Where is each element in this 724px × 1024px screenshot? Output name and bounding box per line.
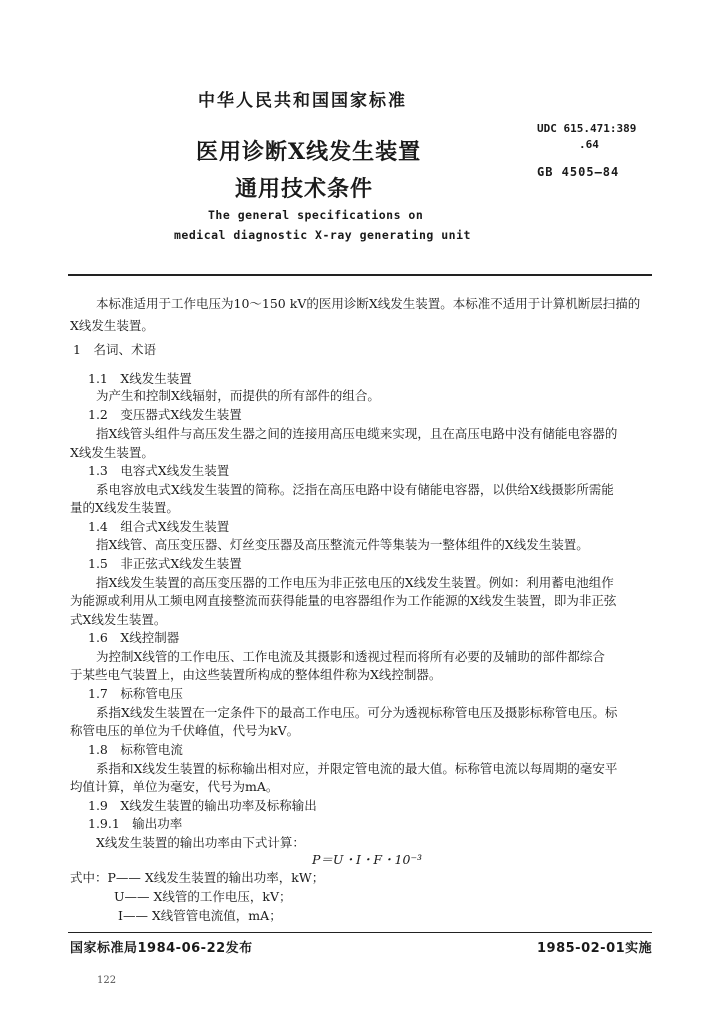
text-line: 1.9 X线发生装置的输出功率及标称输出 — [88, 798, 317, 813]
text-line: 1.9.1 输出功率 — [88, 816, 183, 831]
text-line: 为产生和控制X线辐射，而提供的所有部件的组合。 — [96, 388, 380, 403]
text-line: 1.7 标称管电压 — [88, 686, 183, 701]
text-line: 1 名词、术语 — [73, 342, 156, 357]
text-line: 为能源或利用从工频电网直接整流而获得能量的电容器组作为工作能源的X线发生装置，即为非正弦 — [70, 593, 617, 608]
text-line: 1.1 X线发生装置 — [88, 371, 192, 386]
text-line: 1.2 变压器式X线发生装置 — [88, 407, 242, 422]
title-line-2: 通用技术条件 — [235, 176, 374, 202]
text-line: 均值计算，单位为毫安，代号为mA。 — [70, 779, 279, 794]
text-line: 式X线发生装置。 — [70, 612, 167, 627]
text-line: 1.5 非正弦式X线发生装置 — [88, 556, 242, 571]
text-line: X线发生装置。 — [70, 318, 154, 333]
english-title-line-2: medical diagnostic X-ray generating unit — [174, 228, 471, 242]
text-line: 系电容放电式X线发生装置的简称。泛指在高压电路中设有储能电容器，以供给X线摄影所需能 — [96, 482, 614, 497]
text-line: X线发生装置的输出功率由下式计算： — [96, 835, 305, 850]
text-line: 于某些电气装置上，由这些装置所构成的整体组件称为X线控制器。 — [70, 667, 442, 682]
text-line: X线发生装置。 — [70, 445, 154, 460]
text-line: 1.4 组合式X线发生装置 — [88, 519, 230, 534]
text-line: 指X线管、高压变压器、灯丝变压器及高压整流元件等集装为一整体组件的X线发生装置。 — [96, 537, 589, 552]
text-line: 1.3 电容式X线发生装置 — [88, 463, 230, 478]
text-line: 式中：P—— X线发生装置的输出功率，kW； — [70, 870, 325, 885]
issuing-organization: 中华人民共和国国家标准 — [198, 91, 407, 111]
gb-standard-number: GB 4505—84 — [537, 165, 620, 179]
text-line: 1.8 标称管电流 — [88, 742, 183, 757]
title-line-1: 医用诊断X线发生装置 — [196, 139, 422, 165]
text-line: 指X线管头组件与高压发生器之间的连接用高压电缆来实现，且在高压电路中没有储能电容器的 — [96, 426, 618, 441]
text-line: 本标准适用于工作电压为10～150 kV的医用诊断X线发生装置。本标准不适用于计算机断层扫描的 — [96, 296, 641, 311]
udc-code-line-2: .64 — [579, 138, 599, 151]
text-line: 指X线发生装置的高压变压器的工作电压为非正弦电压的X线发生装置。例如：利用蓄电池组作 — [96, 575, 614, 590]
english-title-line-1: The general specifications on — [208, 208, 424, 222]
page-number: 122 — [97, 975, 117, 986]
text-line: 量的X线发生装置。 — [70, 500, 179, 515]
text-line: 系指和X线发生装置的标称输出相对应，并限定管电流的最大值。标称管电流以每周期的毫安平 — [96, 761, 618, 776]
text-line: 系指X线发生装置在一定条件下的最高工作电压。可分为透视标称管电压及摄影标称管电压。标 — [96, 705, 618, 720]
text-line: I—— X线管管电流值，mA； — [118, 908, 282, 923]
text-line: 为控制X线管的工作电压、工作电流及其摄影和透视过程而将所有必要的及辅助的部件都综合 — [96, 649, 605, 664]
publish-date: 国家标准局1984-06-22发布 — [70, 941, 253, 956]
text-line: 称管电压的单位为千伏峰值，代号为kV。 — [70, 723, 300, 738]
udc-code-line-1: UDC 615.471:389 — [537, 122, 637, 135]
text-line: U—— X线管的工作电压，kV； — [114, 889, 292, 904]
footer-divider — [68, 932, 652, 933]
text-line: 1.6 X线控制器 — [88, 630, 180, 645]
header-divider — [68, 274, 652, 276]
power-formula: P＝U・I・F・10⁻³ — [312, 852, 423, 867]
effective-date: 1985-02-01实施 — [537, 941, 653, 956]
